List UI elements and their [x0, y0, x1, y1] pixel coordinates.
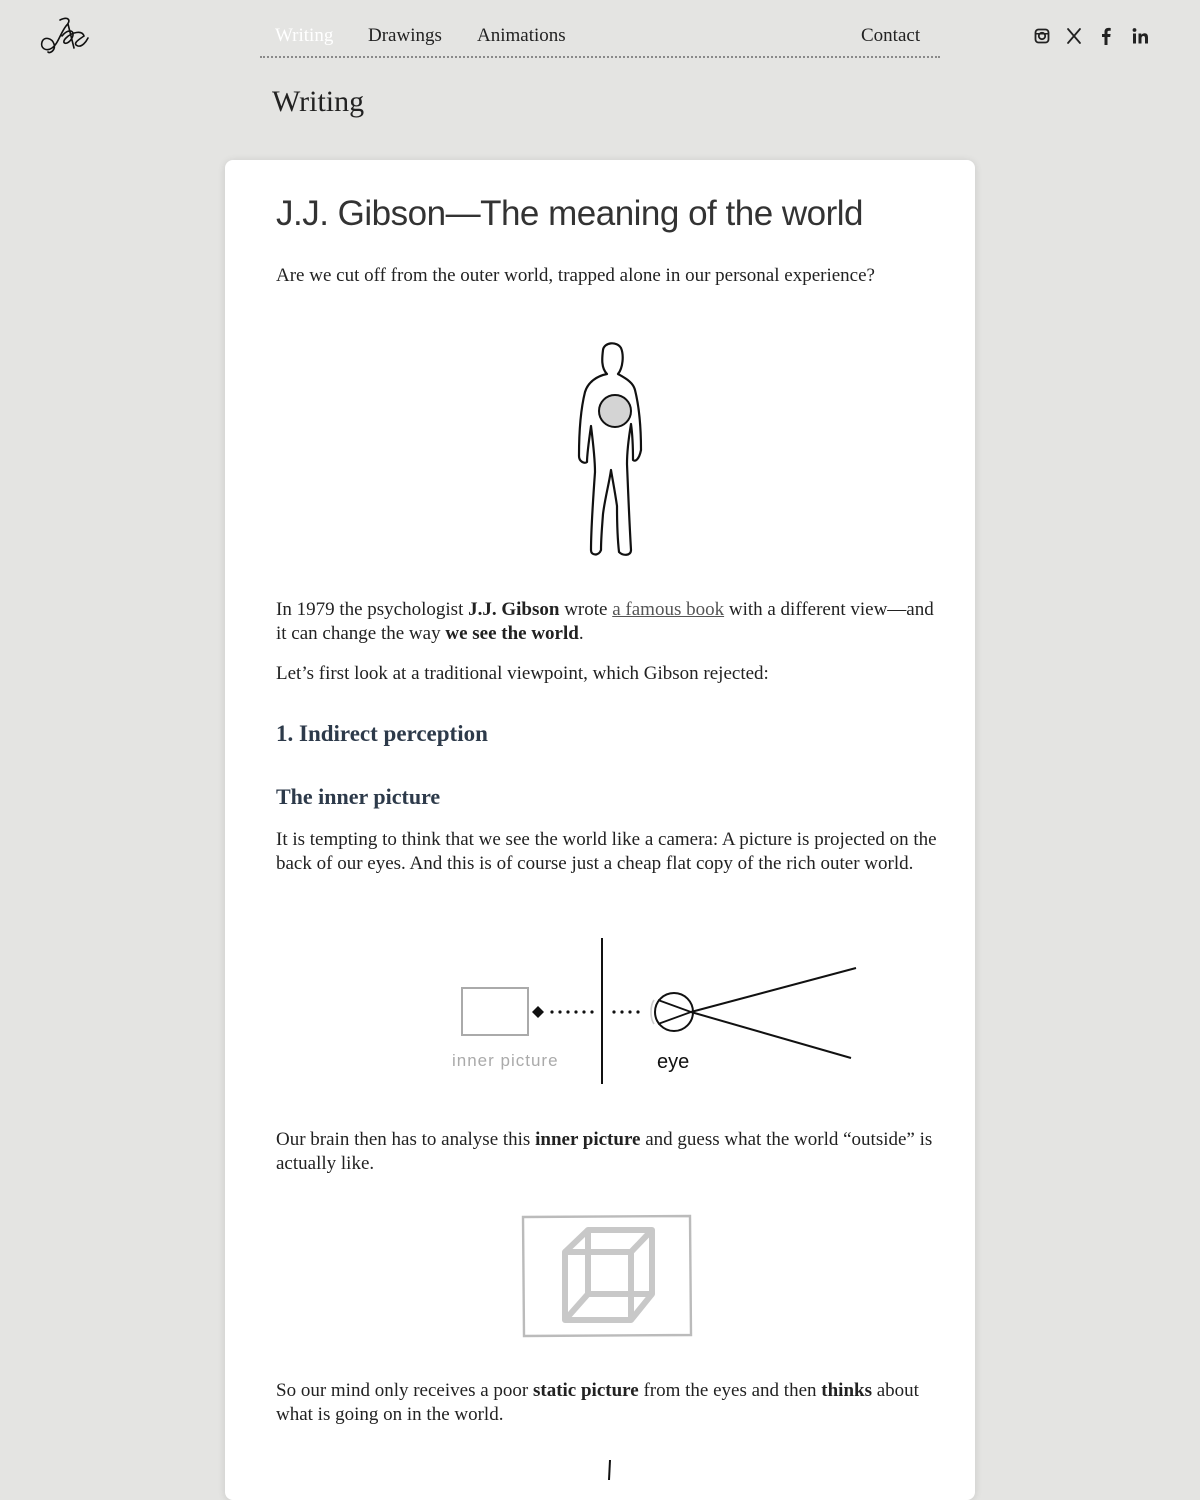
top-nav	[260, 0, 940, 58]
nav-drawings[interactable]: Drawings	[368, 25, 442, 46]
nav-writing[interactable]: Writing	[275, 25, 334, 46]
article-title: J.J. Gibson—The meaning of the world	[276, 194, 864, 233]
intro-paragraph: Are we cut off from the outer world, trapped alone in our personal experience?	[276, 265, 875, 286]
linkedin-icon[interactable]	[1129, 25, 1151, 47]
nav-animations[interactable]: Animations	[477, 25, 566, 46]
paragraph-static-picture: So our mind only receives a poor static picture from the eyes and then thinks about what is going on in the world.	[276, 1380, 919, 1425]
nav-contact[interactable]: Contact	[861, 25, 921, 46]
cube-picture	[520, 1214, 694, 1340]
signature-logo-icon[interactable]	[38, 14, 90, 58]
x-icon[interactable]	[1063, 25, 1085, 47]
next-figure-line	[606, 1458, 616, 1480]
instagram-icon[interactable]	[1031, 25, 1053, 47]
paragraph-gibson: In 1979 the psychologist J.J. Gibson wrote a famous book with a different view—and it can change the way we see the world.	[276, 599, 934, 644]
eye-diagram	[446, 936, 866, 1086]
heading-inner-picture: The inner picture	[276, 784, 441, 809]
paragraph-traditional: Let’s first look at a traditional viewpoint, which Gibson rejected:	[276, 663, 769, 684]
heading-indirect-perception: 1. Indirect perception	[276, 721, 488, 746]
eye-label: eye	[657, 1051, 690, 1073]
paragraph-brain: Our brain then has to analyse this inner picture and guess what the world “outside” is actually like.	[276, 1129, 933, 1174]
facebook-icon[interactable]	[1095, 25, 1117, 47]
famous-book-link[interactable]: a famous book	[612, 599, 725, 620]
person-illustration	[561, 338, 661, 560]
inner-picture-label: inner picture	[452, 1051, 559, 1070]
paragraph-camera: It is tempting to think that we see the world like a camera: A picture is projected on the back of our eyes. And this is of course just a cheap flat copy of the rich outer world.	[276, 829, 937, 874]
article-card	[225, 160, 975, 1500]
section-title: Writing	[272, 85, 365, 118]
